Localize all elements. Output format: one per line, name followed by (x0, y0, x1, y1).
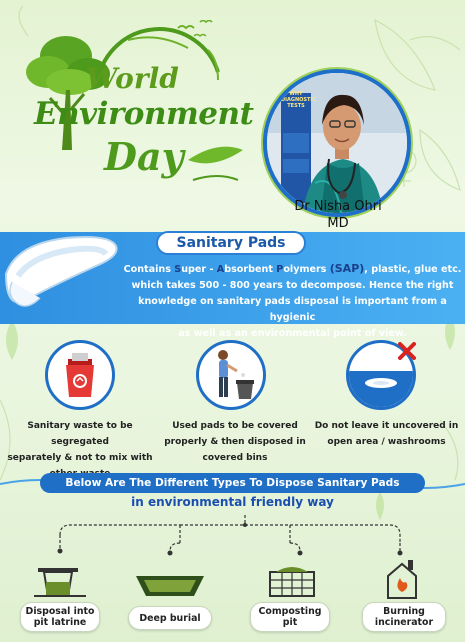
method-burning-incinerator (362, 602, 446, 632)
woman-throwing-icon (199, 343, 263, 407)
sanitary-line-1 (120, 261, 465, 278)
tip2-line1: Used pads to be covered (172, 421, 298, 431)
method2-line1: Deep burial (139, 612, 201, 624)
method4-line2: incinerator (374, 617, 434, 628)
tip2-line2: properly & then disposed in (164, 437, 306, 447)
sanitary-pads-title: Sanitary Pads (156, 231, 306, 255)
sanitary-line-2: which takes 500 - 800 years to decompose. Hence the right (131, 280, 454, 291)
dispose-types-subheading: in environmental friendly way (131, 495, 334, 509)
logo-day-text: Day (104, 134, 184, 179)
acronym-a: A (216, 264, 225, 275)
poster-text: WHY DIAGNOSTIC TESTS (281, 91, 316, 109)
tip3-line2: open area / washrooms (327, 437, 446, 447)
line1-pre: Contains (123, 264, 175, 275)
sanitary-description (120, 261, 465, 342)
doctor-degree-text: MD (327, 216, 349, 231)
word-polymers: olymers (283, 264, 330, 275)
word-super: uper - (181, 264, 217, 275)
tip-segregate-circle (45, 340, 115, 410)
tip1-line2: separately & not to mix with (7, 453, 153, 463)
method-composting-pit (250, 602, 330, 632)
logo-environment-text: Environment (34, 96, 254, 132)
tip3-line1: Do not leave it uncovered in (314, 421, 459, 431)
sanitary-pad-icon (2, 222, 120, 318)
tip2-line3: covered bins (202, 453, 268, 463)
red-dustbin-icon (48, 343, 112, 407)
line1-post: , plastic, glue etc. (364, 264, 462, 275)
sanitary-line-4: as well as an environmental point of view. (178, 328, 407, 339)
tip-cover-text (160, 418, 310, 466)
connector-lines (0, 513, 465, 563)
acronym-s: S (174, 264, 182, 275)
burning-incinerator-icon (378, 558, 426, 600)
method1-line2: pit latrine (33, 617, 87, 628)
tip-cover-circle (196, 340, 266, 410)
logo-world-text: World (86, 62, 179, 95)
method-pit-latrine (20, 602, 100, 632)
method3-line2: pit (282, 617, 298, 628)
tip-uncovered-text (308, 418, 465, 450)
method4-line1: Burning (383, 606, 425, 617)
pit-latrine-icon (30, 562, 90, 600)
method1-line1: Disposal into (25, 606, 95, 617)
word-absorbent: bsorbent (224, 264, 277, 275)
sanitary-line-3: knowledge on sanitary pads disposal is important from a hygienic (138, 296, 447, 323)
deep-burial-icon (134, 572, 206, 600)
sap-acronym: (SAP) (329, 262, 365, 275)
doctor-photo (263, 69, 411, 217)
composting-pit-icon (262, 562, 322, 600)
tip1-line1: Sanitary waste to be segregated (27, 421, 133, 447)
method3-line1: Composting (258, 606, 322, 617)
doctor-name (268, 198, 408, 232)
dispose-types-heading: Below Are The Different Types To Dispose Sanitary Pads (40, 473, 425, 493)
world-environment-day-logo (18, 20, 253, 210)
doctor-name-text: Dr Nisha Ohri (294, 199, 382, 214)
acronym-p: P (276, 264, 284, 275)
method-deep-burial (128, 606, 212, 630)
cross-icon (398, 342, 416, 360)
